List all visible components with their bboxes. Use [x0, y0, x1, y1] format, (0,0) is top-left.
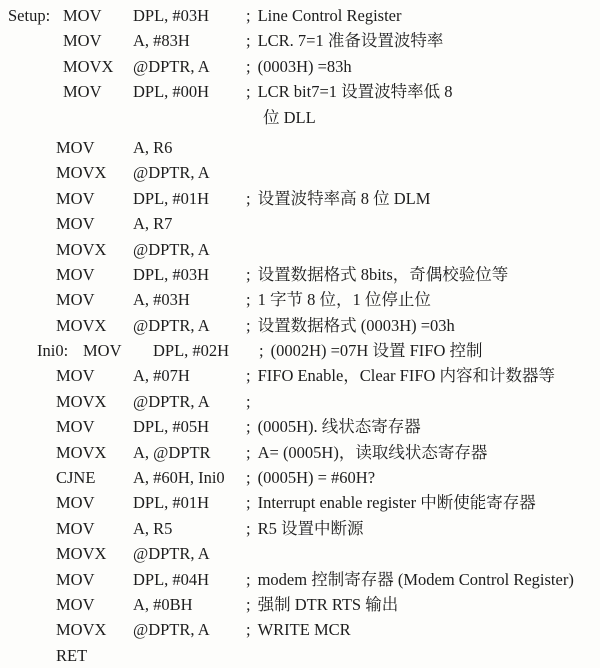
mnemonic: MOV: [56, 594, 95, 614]
operands: A, #83H: [133, 31, 190, 51]
comment-text: Interrupt enable register 中断使能寄存器: [257, 493, 536, 513]
mnemonic: MOVX: [56, 163, 107, 183]
mnemonic: MOVX: [56, 544, 107, 564]
operands: @DPTR, A: [133, 544, 210, 564]
comment-cell: [246, 160, 600, 185]
comment-cell: [246, 414, 600, 439]
comment-delimiter: ;: [246, 468, 251, 488]
line-label: [8, 617, 56, 642]
line-label: [8, 262, 56, 287]
line-label: [8, 287, 56, 312]
mnemonic: MOVX: [63, 56, 114, 76]
comment-delimiter: ;: [246, 518, 251, 538]
mnemonic: MOV: [56, 214, 95, 234]
comment-delimiter: ;: [246, 82, 251, 102]
line-label: [8, 160, 56, 185]
code-line: [8, 186, 600, 211]
mnemonic: RET: [56, 645, 88, 665]
mnemonic: MOV: [56, 518, 95, 538]
code-line: [8, 338, 600, 363]
mnemonic: MOVX: [56, 239, 107, 259]
comment-cell: [246, 541, 600, 566]
comment-text: LCR bit7=1 设置波特率低 8: [257, 82, 453, 102]
comment-cell: [259, 338, 600, 363]
comment-text: (0005H) = #60H?: [257, 468, 376, 488]
comment-cell: [246, 186, 600, 211]
line-label: [8, 465, 56, 490]
mnemonic: MOV: [63, 31, 102, 51]
mnemonic: MOVX: [56, 620, 107, 640]
comment-text: LCR. 7=1 准备设置波特率: [257, 31, 444, 51]
code-line: [8, 440, 600, 465]
line-label: Ini0:: [37, 341, 69, 361]
line-label: [8, 186, 56, 211]
comment-text: FIFO Enable，Clear FIFO 内容和计数器等: [257, 366, 556, 386]
comment-text: R5 设置中断源: [257, 518, 364, 538]
code-line: [8, 516, 600, 541]
mnemonic: MOV: [56, 137, 95, 157]
comment-text: 1 字节 8 位，1 位停止位: [257, 290, 431, 310]
comment-cell: [246, 79, 600, 104]
comment-text: WRITE MCR: [257, 620, 351, 640]
line-label: [8, 313, 56, 338]
comment-text: 设置波特率高 8 位 DLM: [257, 188, 431, 208]
code-line: [8, 643, 600, 668]
code-line: [8, 541, 600, 566]
comment-cell: [246, 135, 600, 160]
code-line: [8, 237, 600, 262]
operands: DPL, #01H: [133, 188, 210, 208]
code-line: [8, 79, 600, 104]
operands: A, R7: [133, 214, 173, 234]
comment-delimiter: ;: [246, 417, 251, 437]
code-line: [8, 363, 600, 388]
comment-text: (0002H) =07H 设置 FIFO 控制: [270, 341, 483, 361]
comment-delimiter: ;: [246, 315, 251, 335]
comment-cell: [246, 262, 600, 287]
comment-text: 位 DLL: [263, 107, 316, 127]
line-label: [8, 592, 56, 617]
line-label: [8, 643, 56, 668]
line-label: Setup:: [8, 6, 51, 25]
line-label: [8, 567, 56, 592]
comment-cell: [246, 465, 600, 490]
code-line: [8, 592, 600, 617]
mnemonic: MOVX: [56, 442, 107, 462]
operands: A, @DPTR: [133, 442, 211, 462]
comment-delimiter: ;: [246, 493, 251, 513]
code-line: [8, 211, 600, 236]
code-line: [8, 287, 600, 312]
mnemonic: MOV: [83, 341, 122, 361]
code-line: [8, 490, 600, 515]
code-line: [8, 617, 600, 642]
code-line: [8, 414, 600, 439]
comment-delimiter: ;: [246, 620, 251, 640]
operands: @DPTR, A: [133, 163, 210, 183]
comment-text: (0005H). 线状态寄存器: [257, 417, 421, 437]
comment-cell: [263, 105, 316, 130]
comment-delimiter: ;: [246, 31, 251, 51]
mnemonic: MOVX: [56, 315, 107, 335]
line-label: [8, 490, 56, 515]
line-label: [8, 516, 56, 541]
comment-delimiter: ;: [246, 6, 251, 25]
comment-delimiter: ;: [259, 341, 264, 361]
comment-continuation-line: [8, 105, 600, 130]
comment-cell: [246, 54, 600, 79]
line-label: [8, 414, 56, 439]
mnemonic: MOV: [56, 569, 95, 589]
line-label: [8, 135, 56, 160]
comment-cell: [246, 516, 600, 541]
comment-text: 强制 DTR RTS 输出: [257, 594, 399, 614]
comment-cell: [246, 440, 600, 465]
comment-cell: [246, 237, 600, 262]
operands: DPL, #04H: [133, 569, 210, 589]
comment-text: 设置数据格式 (0003H) =03h: [257, 315, 455, 335]
comment-text: A= (0005H)，读取线状态寄存器: [257, 442, 488, 462]
code-line: [8, 3, 600, 28]
operands: A, #03H: [133, 290, 190, 310]
operands: @DPTR, A: [133, 620, 210, 640]
line-label: [8, 79, 63, 104]
operands: [133, 643, 246, 668]
comment-delimiter: ;: [246, 442, 251, 462]
comment-text: 设置数据格式 8bits，奇偶校验位等: [257, 264, 509, 284]
mnemonic: MOV: [56, 493, 95, 513]
code-line: [8, 567, 600, 592]
operands: @DPTR, A: [133, 56, 210, 76]
comment-cell: [246, 617, 600, 642]
comment-cell: [246, 567, 600, 592]
line-label: [8, 541, 56, 566]
operands: A, R5: [133, 518, 173, 538]
operands: DPL, #03H: [133, 6, 210, 25]
comment-cell: [246, 363, 600, 388]
comment-text: Line Control Register: [257, 6, 402, 25]
comment-cell: [246, 592, 600, 617]
mnemonic: MOV: [56, 417, 95, 437]
line-label: [8, 28, 63, 53]
comment-cell: [246, 28, 600, 53]
comment-cell: [246, 3, 600, 28]
mnemonic: MOV: [56, 188, 95, 208]
operands: A, #60H, Ini0: [133, 468, 225, 488]
comment-cell: [246, 643, 600, 668]
comment-delimiter: ;: [246, 290, 251, 310]
comment-delimiter: ;: [246, 366, 251, 386]
comment-cell: [246, 287, 600, 312]
operands: DPL, #03H: [133, 264, 210, 284]
code-line: [8, 262, 600, 287]
mnemonic: MOV: [56, 264, 95, 284]
code-line: [8, 160, 600, 185]
code-line: [8, 465, 600, 490]
code-line: [8, 389, 600, 414]
operands: @DPTR, A: [133, 391, 210, 411]
line-label: [8, 237, 56, 262]
comment-text: modem 控制寄存器 (Modem Control Register): [257, 569, 574, 589]
line-label: [8, 54, 63, 79]
code-line: [8, 135, 600, 160]
operands: A, #07H: [133, 366, 190, 386]
comment-text: (0003H) =83h: [257, 56, 352, 76]
operands: DPL, #00H: [133, 82, 210, 102]
comment-cell: [246, 490, 600, 515]
operands: DPL, #01H: [133, 493, 210, 513]
comment-cell: [246, 389, 600, 414]
comment-cell: [246, 313, 600, 338]
comment-delimiter: ;: [246, 594, 251, 614]
mnemonic: MOV: [56, 366, 95, 386]
mnemonic: MOV: [63, 6, 102, 25]
operands: A, #0BH: [133, 594, 193, 614]
mnemonic: MOV: [56, 290, 95, 310]
comment-cell: [246, 211, 600, 236]
operands: DPL, #05H: [133, 417, 210, 437]
code-line: [8, 54, 600, 79]
comment-delimiter: ;: [246, 569, 251, 589]
line-label: [8, 440, 56, 465]
line-label: [8, 211, 56, 236]
mnemonic: MOVX: [56, 391, 107, 411]
line-label: [8, 389, 56, 414]
operands: @DPTR, A: [133, 239, 210, 259]
comment-delimiter: ;: [246, 264, 251, 284]
mnemonic: CJNE: [56, 468, 96, 488]
operands: A, R6: [133, 137, 173, 157]
operands: DPL, #02H: [153, 341, 230, 361]
comment-delimiter: ;: [246, 56, 251, 76]
operands: @DPTR, A: [133, 315, 210, 335]
line-label: [8, 363, 56, 388]
mnemonic: MOV: [63, 82, 102, 102]
code-line: [8, 313, 600, 338]
comment-delimiter: ;: [246, 188, 251, 208]
code-line: [8, 28, 600, 53]
comment-delimiter: ;: [246, 391, 251, 411]
